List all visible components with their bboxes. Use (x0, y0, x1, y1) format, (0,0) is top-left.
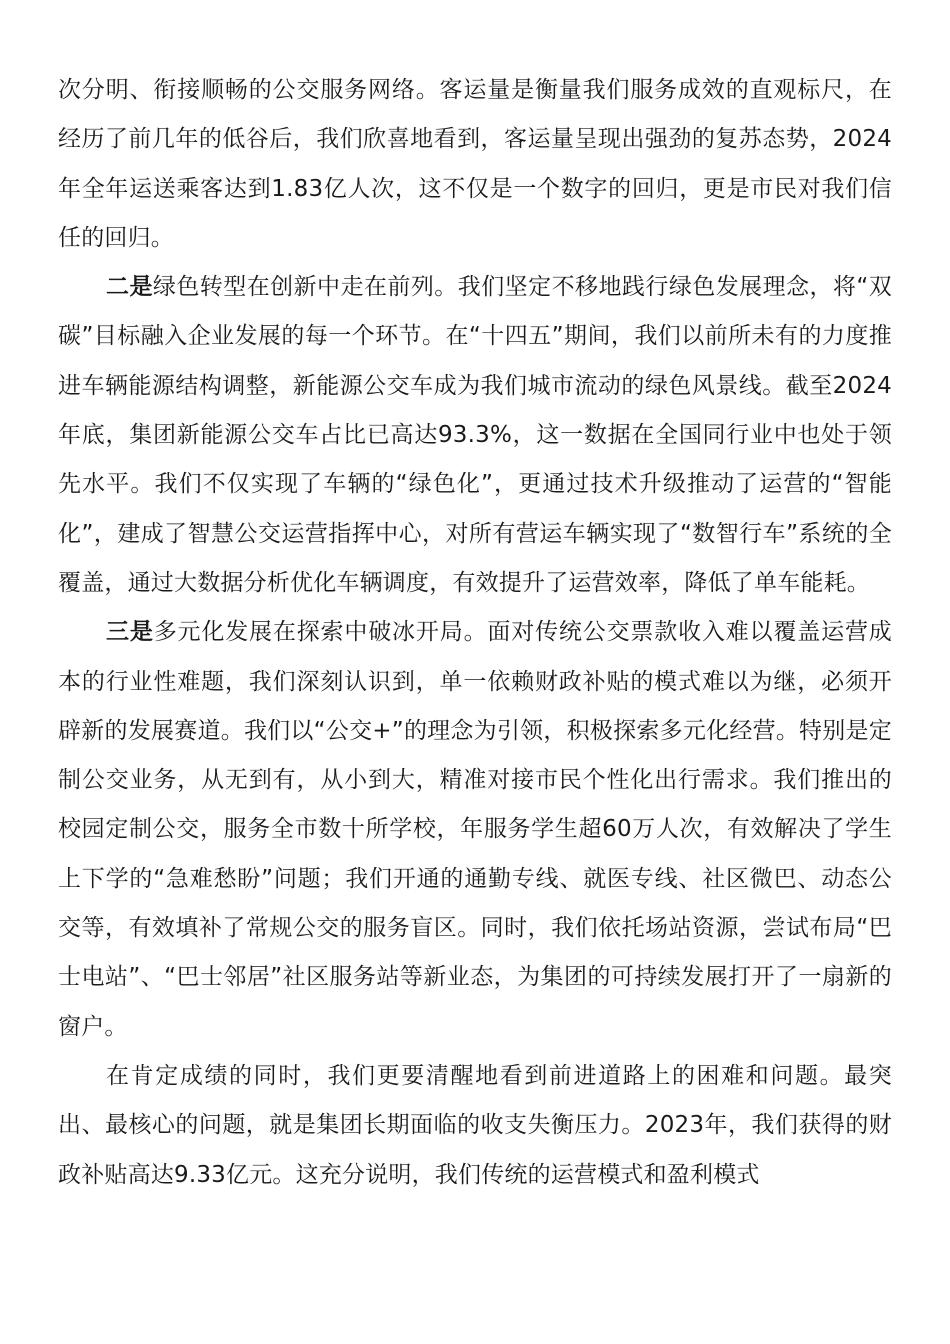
paragraph-text: 多元化发展在探索中破冰开局。面对传统公交票款收入难以覆盖运营成本的行业性难题，我们深刻认识到，单一依赖财政补贴的模式难以为继，必须开辟新的发展赛道。我们以“公交+”的理念为引领，积极探索多元化经营。特别是定制公交业务，从无到有，从小到大，精准对接市民个性化出行需求。我们推出的校园定制公交，服务全市数十所学校，年服务学生超60万人次，有效解决了学生上下学的“急难愁盼”问题；我们开通的通勤专线、就医专线、社区微巴、动态公交等，有效填补了常规公交的服务盲区。同时，我们依托场站资源，尝试布局“巴士电站”、“巴士邻居”社区服务站等新业态，为集团的可持续发展打开了一扇新的窗户。 (58, 619, 893, 1040)
paragraph-network-passenger-volume (58, 66, 892, 263)
paragraph-text: 次分明、衔接顺畅的公交服务网络。客运量是衡量我们服务成效的直观标尺，在经历了前几年的低谷后，我们欣喜地看到，客运量呈现出强劲的复苏态势，2024年全年运送乘客达到1.83亿人次，这不仅是一个数字的回归，更是市民对我们信任的回归。 (58, 77, 892, 251)
paragraph-problems (58, 1052, 892, 1200)
paragraph-diversification (58, 608, 892, 1052)
paragraph-lead: 二是 (106, 274, 153, 301)
paragraph-text: 绿色转型在创新中走在前列。我们坚定不移地践行绿色发展理念，将“双碳”目标融入企业发展的每一个环节。在“十四五”期间，我们以前所未有的力度推进车辆能源结构调整，新能源公交车成为我们城市流动的绿色风景线。截至2024年底，集团新能源公交车占比已高达93.3%，这一数据在全国同行业中也处于领先水平。我们不仅实现了车辆的“绿色化”，更通过技术升级推动了运营的“智能化”，建成了智慧公交运营指挥中心，对所有营运车辆实现了“数智行车”系统的全覆盖，通过大数据分析优化车辆调度，有效提升了运营效率，降低了单车能耗。 (58, 274, 892, 596)
document-body (58, 66, 892, 1200)
paragraph-green-transition (58, 263, 892, 608)
paragraph-lead: 三是 (106, 619, 154, 646)
paragraph-text: 在肯定成绩的同时，我们更要清醒地看到前进道路上的困难和问题。最突出、最核心的问题，就是集团长期面临的收支失衡压力。2023年，我们获得的财政补贴高达9.33亿元。这充分说明，我们传统的运营模式和盈利模式 (58, 1062, 892, 1188)
